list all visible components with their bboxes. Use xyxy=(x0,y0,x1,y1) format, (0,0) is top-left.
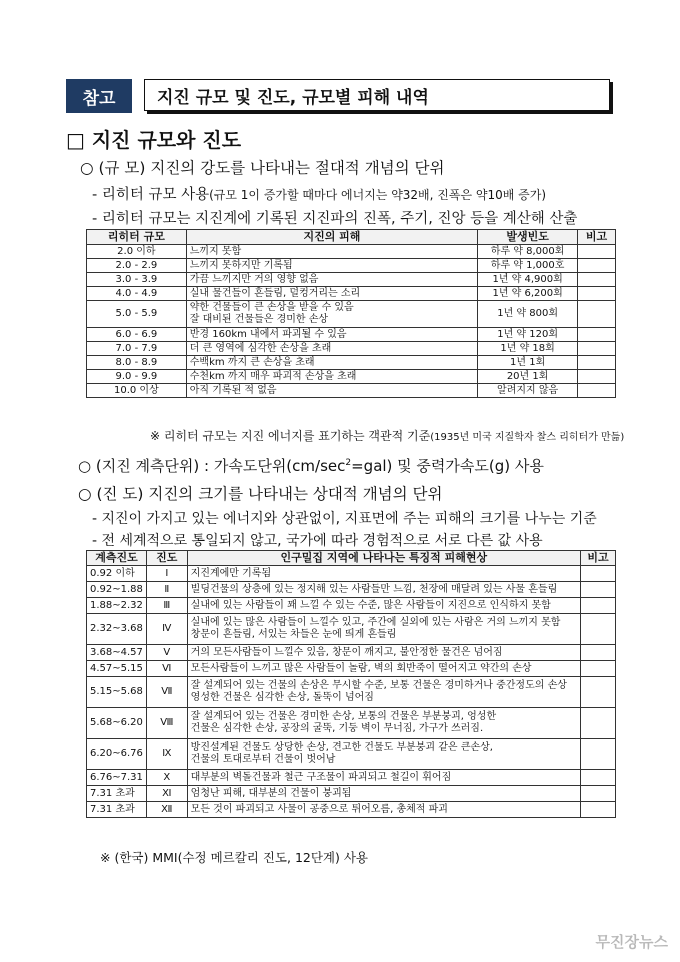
table-cell: 거의 모든사람들이 느낄수 있음, 창문이 깨지고, 불안정한 물건은 넘어짐 xyxy=(187,645,580,661)
table-cell: Ⅳ xyxy=(146,614,187,645)
table-cell xyxy=(578,384,616,398)
column-header: 진도 xyxy=(146,551,187,566)
table-cell xyxy=(578,301,616,328)
section-title: □ 지진 규모와 진도 xyxy=(66,128,242,152)
column-header: 계측진도 xyxy=(87,551,147,566)
reference-badge: 참고 xyxy=(66,79,132,113)
table-row xyxy=(87,273,616,287)
table-cell: 가끔 느끼지만 거의 영향 없음 xyxy=(186,273,477,287)
table-cell: 1년 약 120회 xyxy=(478,328,578,342)
table-cell: 하루 약 1,000호 xyxy=(478,259,578,273)
table-row xyxy=(87,614,616,645)
mmi-note: ※ (한국) MMI(수정 메르칼리 진도, 12단계) 사용 xyxy=(100,850,369,865)
table-cell: 20년 1회 xyxy=(478,370,578,384)
magnitude-bullet-1 xyxy=(92,183,546,204)
table-cell: Ⅵ xyxy=(146,661,187,677)
page-title: 지진 규모 및 진도, 규모별 피해 내역 xyxy=(144,79,610,111)
table-row xyxy=(87,342,616,356)
table-cell: 실내 물건들이 흔들림, 덜컹거리는 소리 xyxy=(186,287,477,301)
table-cell: 4.57~5.15 xyxy=(87,661,147,677)
table-row xyxy=(87,802,616,818)
table-cell: 1년 약 18회 xyxy=(478,342,578,356)
table-cell: 1년 1회 xyxy=(478,356,578,370)
table-row xyxy=(87,328,616,342)
table-cell: 4.0 - 4.9 xyxy=(87,287,187,301)
table-cell xyxy=(578,342,616,356)
table-cell: 8.0 - 8.9 xyxy=(87,356,187,370)
table-cell: 수천km 까지 매우 파괴적 손상을 초래 xyxy=(186,370,477,384)
table-cell: Ⅻ xyxy=(146,802,187,818)
mmi-table xyxy=(86,550,616,818)
richter-note xyxy=(150,427,624,444)
table-cell: 2.0 - 2.9 xyxy=(87,259,187,273)
column-header: 비고 xyxy=(578,230,616,245)
table-cell: Ⅲ xyxy=(146,598,187,614)
table-cell: 실내에 있는 많은 사람들이 느낄수 있고, 주간에 실외에 있는 사람은 거의 느끼지 못함 창문이 흔들림, 서있는 차들은 눈에 띄게 흔들림 xyxy=(187,614,580,645)
note-small: (1935년 미국 지질학자 찰스 리히터가 만듦) xyxy=(430,432,625,443)
column-header: 비고 xyxy=(581,551,616,566)
table-row xyxy=(87,677,616,708)
table-row xyxy=(87,645,616,661)
table-cell: Ⅸ xyxy=(146,739,187,770)
table-cell: 모든사람들이 느끼고 많은 사람들이 놀람, 벽의 회반죽이 떨어지고 약간의 손상 xyxy=(187,661,580,677)
table-cell xyxy=(581,708,616,739)
table-cell: 방진설계된 건물도 상당한 손상, 견고한 건물도 부분붕괴 같은 큰손상, 건물의 토대로부터 건물이 벗어남 xyxy=(187,739,580,770)
table-cell: 3.68~4.57 xyxy=(87,645,147,661)
table-cell: Ⅺ xyxy=(146,786,187,802)
measure-text-2: =gal) 및 중력가속도(g) 사용 xyxy=(351,457,544,475)
table-cell xyxy=(581,661,616,677)
table-cell: 빌딩건물의 상층에 있는 정지해 있는 사람들만 느낌, 천장에 매달려 있는 사물 흔들림 xyxy=(187,582,580,598)
table-cell: 잘 설계되어 있는 건물은 경미한 손상, 보통의 건물은 부분붕괴, 엉성한 건물은 심각한 손상, 공장의 굴뚝, 기둥 벽이 무너짐, 가구가 쓰러짐. xyxy=(187,708,580,739)
magnitude-bullet-2: - 리히터 규모는 지진계에 기록된 지진파의 진폭, 주기, 진앙 등을 계산해 산출 xyxy=(92,211,578,227)
table-cell: 잘 설계되어 있는 건물의 손상은 무시할 수준, 보통 건물은 경미하거나 중간정도의 손상 영성한 건물은 심각한 손상, 돌뚝이 넘어짐 xyxy=(187,677,580,708)
table-cell xyxy=(578,370,616,384)
measure-sup: 2 xyxy=(345,458,352,468)
table-cell xyxy=(578,273,616,287)
table-cell: 1년 약 6,200회 xyxy=(478,287,578,301)
bullet-text: - 리히터 규모 사용 xyxy=(92,187,210,203)
table-cell: 하루 약 8,000회 xyxy=(478,245,578,259)
measurement-unit xyxy=(78,455,544,476)
table-cell: Ⅶ xyxy=(146,677,187,708)
bullet-note: (규모 1이 증가할 때마다 에너지는 약32배, 진폭은 약10배 증가) xyxy=(209,188,547,202)
measure-text: ○ (지진 계측단위) : 가속도단위(cm/sec xyxy=(78,457,346,475)
table-row xyxy=(87,356,616,370)
table-cell: 7.31 초과 xyxy=(87,802,147,818)
table-cell: 엄청난 피해, 대부분의 건물이 붕괴됨 xyxy=(187,786,580,802)
table-cell xyxy=(581,770,616,786)
table-cell: 1년 약 4,900회 xyxy=(478,273,578,287)
table-cell: 6.20~6.76 xyxy=(87,739,147,770)
table-row xyxy=(87,287,616,301)
table-cell: 2.32~3.68 xyxy=(87,614,147,645)
column-header: 지진의 피해 xyxy=(186,230,477,245)
table-row xyxy=(87,301,616,328)
table-header-row xyxy=(87,551,616,566)
table-cell xyxy=(581,582,616,598)
table-cell: Ⅰ xyxy=(146,566,187,582)
table-cell: 0.92 이하 xyxy=(87,566,147,582)
intensity-bullet-2: - 전 세계적으로 통일되지 않고, 국가에 따라 경험적으로 서로 다른 값 사용 xyxy=(92,533,543,549)
table-cell: Ⅱ xyxy=(146,582,187,598)
magnitude-definition: ○ (규 모) 지진의 강도를 나타내는 절대적 개념의 단위 xyxy=(80,159,445,177)
column-header: 리히터 규모 xyxy=(87,230,187,245)
table-cell xyxy=(581,614,616,645)
table-cell: 모든 것이 파괴되고 사물이 공중으로 튀어오름, 총체적 파괴 xyxy=(187,802,580,818)
column-header: 인구밀집 지역에 나타나는 특징적 피해현상 xyxy=(187,551,580,566)
table-cell: 7.31 초과 xyxy=(87,786,147,802)
table-cell: 1.88~2.32 xyxy=(87,598,147,614)
table-cell xyxy=(581,802,616,818)
table-cell: 아직 기록된 적 없음 xyxy=(186,384,477,398)
table-row xyxy=(87,661,616,677)
table-cell: 9.0 - 9.9 xyxy=(87,370,187,384)
note-text: ※ 리히터 규모는 지진 에너지를 표기하는 객관적 기준 xyxy=(150,429,431,443)
table-row xyxy=(87,770,616,786)
table-cell: 7.0 - 7.9 xyxy=(87,342,187,356)
table-cell: Ⅴ xyxy=(146,645,187,661)
table-cell: 6.0 - 6.9 xyxy=(87,328,187,342)
table-cell: 6.76~7.31 xyxy=(87,770,147,786)
table-cell: 지진계에만 기록됨 xyxy=(187,566,580,582)
table-cell: 알려지지 않음 xyxy=(478,384,578,398)
table-cell: 느끼지 못하지만 기록됨 xyxy=(186,259,477,273)
table-row xyxy=(87,370,616,384)
table-cell xyxy=(578,245,616,259)
table-cell xyxy=(581,598,616,614)
table-cell: 10.0 이상 xyxy=(87,384,187,398)
table-cell xyxy=(578,328,616,342)
table-row xyxy=(87,566,616,582)
table-row xyxy=(87,582,616,598)
table-cell xyxy=(581,786,616,802)
table-row xyxy=(87,245,616,259)
table-row xyxy=(87,259,616,273)
table-row xyxy=(87,384,616,398)
intensity-definition: ○ (진 도) 지진의 크기를 나타내는 상대적 개념의 단위 xyxy=(78,485,443,503)
table-cell: 5.15~5.68 xyxy=(87,677,147,708)
table-cell: 약한 건물들이 큰 손상을 받을 수 있음 잘 대비된 건물들은 경미한 손상 xyxy=(186,301,477,328)
intensity-bullet-1: - 지진이 가지고 있는 에너지와 상관없이, 지표면에 주는 피해의 크기를 나누는 기준 xyxy=(92,511,597,527)
table-cell: 3.0 - 3.9 xyxy=(87,273,187,287)
table-cell: Ⅷ xyxy=(146,708,187,739)
column-header: 발생빈도 xyxy=(478,230,578,245)
table-cell xyxy=(578,356,616,370)
table-cell xyxy=(578,259,616,273)
table-cell xyxy=(581,677,616,708)
table-cell: 5.68~6.20 xyxy=(87,708,147,739)
table-cell: 실내에 있는 사람들이 꽤 느낄 수 있는 수준, 많은 사람들이 지진으로 인식하지 못함 xyxy=(187,598,580,614)
table-cell: 대부분의 벽돌건물과 철근 구조물이 파괴되고 철길이 휘어짐 xyxy=(187,770,580,786)
table-cell: 수백km 까지 큰 손상을 초래 xyxy=(186,356,477,370)
richter-table xyxy=(86,229,616,398)
table-cell: 느끼지 못함 xyxy=(186,245,477,259)
table-cell: 1년 약 800회 xyxy=(478,301,578,328)
watermark-logo: 무진장뉴스 xyxy=(595,933,668,951)
table-cell xyxy=(578,287,616,301)
table-cell: 반경 160km 내에서 파괴될 수 있음 xyxy=(186,328,477,342)
table-row xyxy=(87,708,616,739)
table-cell: 0.92~1.88 xyxy=(87,582,147,598)
table-cell xyxy=(581,739,616,770)
table-cell: 5.0 - 5.9 xyxy=(87,301,187,328)
table-cell: 2.0 이하 xyxy=(87,245,187,259)
table-cell: 더 큰 영역에 심각한 손상을 초래 xyxy=(186,342,477,356)
table-cell xyxy=(581,645,616,661)
table-row xyxy=(87,786,616,802)
table-cell: Ⅹ xyxy=(146,770,187,786)
table-cell xyxy=(581,566,616,582)
table-row xyxy=(87,598,616,614)
table-row xyxy=(87,739,616,770)
table-header-row xyxy=(87,230,616,245)
